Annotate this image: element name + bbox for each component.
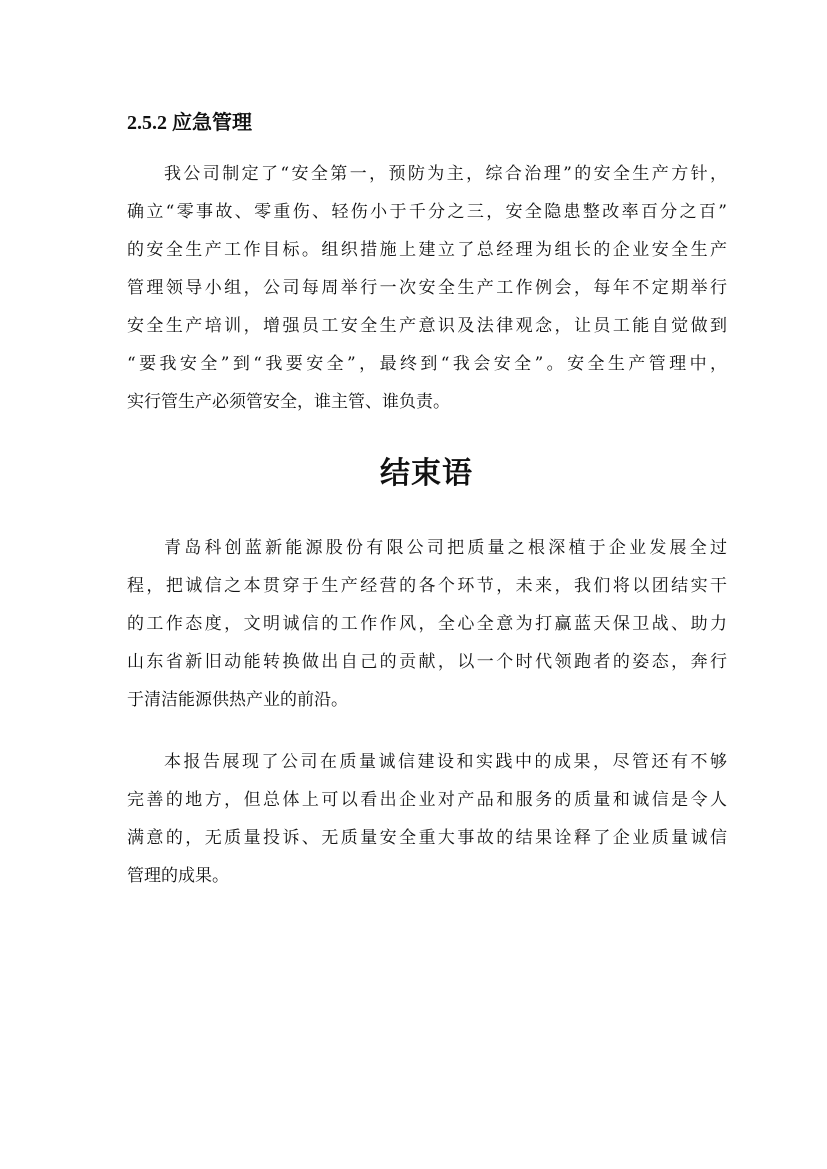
paragraph-line: “要我安全”到“我要安全”，最终到“我会安全”。安全生产管理中， bbox=[127, 354, 727, 374]
section-heading: 2.5.2 应急管理 bbox=[127, 112, 252, 134]
paragraph-line: 安全生产培训，增强员工安全生产意识及法律观念，让员工能自觉做到 bbox=[127, 316, 727, 336]
conclusion-paragraph-2 bbox=[127, 743, 727, 895]
paragraph-line: 实行管生产必须管安全，谁主管、谁负责。 bbox=[127, 392, 450, 412]
paragraph-line: 的工作态度，文明诚信的工作作风，全心全意为打赢蓝天保卫战、助力 bbox=[127, 614, 727, 634]
paragraph-line: 程，把诚信之本贯穿于生产经营的各个环节，未来，我们将以团结实干 bbox=[127, 576, 727, 596]
paragraph-line: 山东省新旧动能转换做出自己的贡献，以一个时代领跑者的姿态，奔行 bbox=[127, 652, 727, 672]
paragraph-line: 完善的地方，但总体上可以看出企业对产品和服务的质量和诚信是令人 bbox=[127, 790, 727, 810]
paragraph-line: 管理领导小组，公司每周举行一次安全生产工作例会，每年不定期举行 bbox=[127, 278, 727, 298]
paragraph-line: 我公司制定了“安全第一，预防为主，综合治理”的安全生产方针， bbox=[164, 164, 727, 184]
paragraph-line: 青岛科创蓝新能源股份有限公司把质量之根深植于企业发展全过 bbox=[164, 538, 727, 558]
emergency-management-paragraph bbox=[127, 155, 727, 421]
conclusion-paragraph-1 bbox=[127, 529, 727, 719]
paragraph-line: 的安全生产工作目标。组织措施上建立了总经理为组长的企业安全生产 bbox=[127, 240, 727, 260]
paragraph-line: 管理的成果。 bbox=[127, 866, 229, 886]
paragraph-line: 满意的，无质量投诉、无质量安全重大事故的结果诠释了企业质量诚信 bbox=[127, 828, 727, 848]
paragraph-line: 确立“零事故、零重伤、轻伤小于千分之三，安全隐患整改率百分之百” bbox=[127, 202, 727, 222]
paragraph-line: 于清洁能源供热产业的前沿。 bbox=[127, 690, 348, 710]
paragraph-line: 本报告展现了公司在质量诚信建设和实践中的成果，尽管还有不够 bbox=[164, 752, 727, 772]
chapter-title: 结束语 bbox=[380, 456, 473, 491]
